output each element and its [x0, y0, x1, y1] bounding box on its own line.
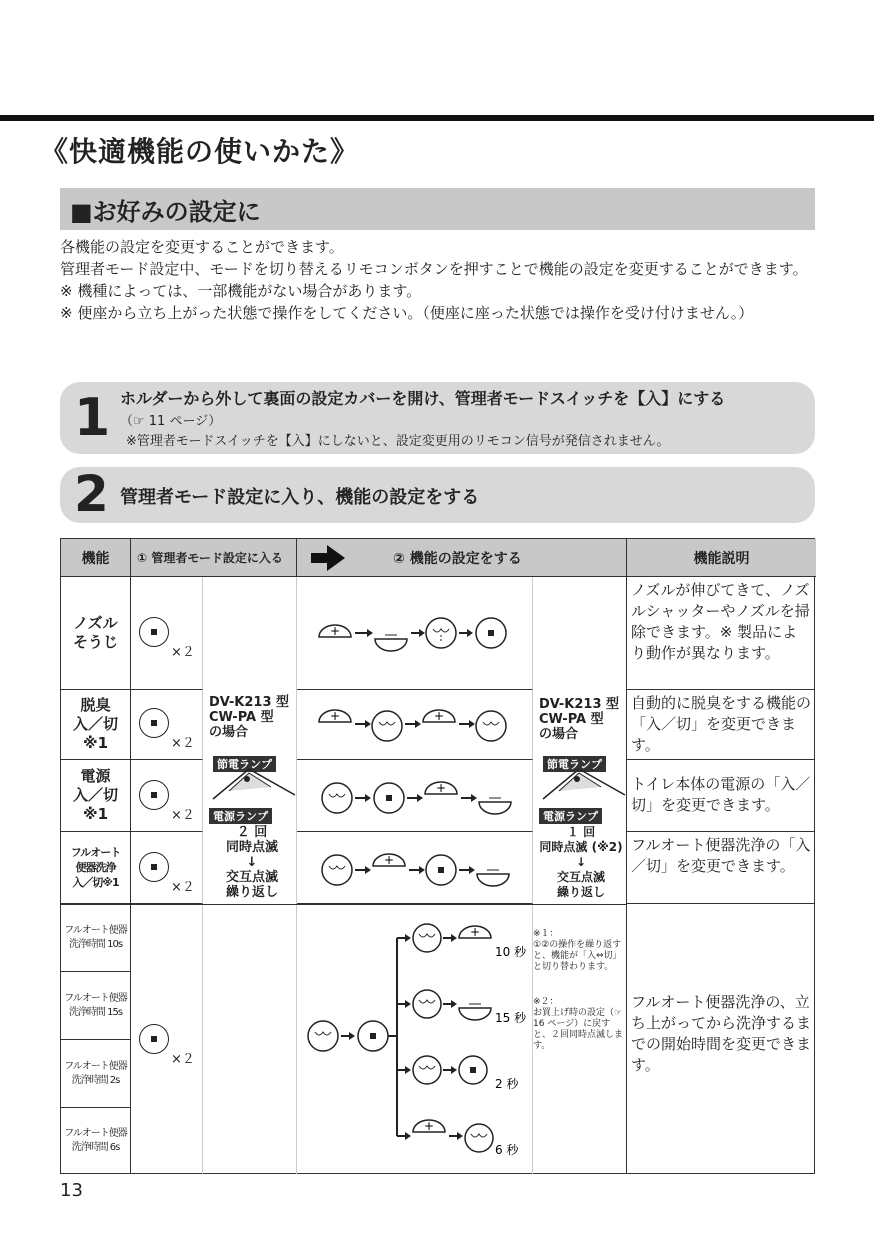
intro-line: 管理者モード設定中、モードを切り替えるリモコンボタンを押すことで機能の設定を変更することができます。 — [60, 260, 808, 278]
footnote-1: ※１： ①②の操作を繰り返すと、機能が「入⇔切」と切り替わります。 — [533, 929, 622, 972]
blink-pattern: １ 回 同時点滅 (※2) ↓ 交互点滅 繰り返し — [539, 825, 623, 899]
button-sequence-tree — [297, 904, 533, 1174]
time-label: 10 秒 — [495, 945, 527, 959]
step1-cell — [131, 760, 203, 832]
arrow-right-icon — [311, 545, 347, 571]
times-two: ×２ — [171, 808, 195, 823]
function-flush-10s — [61, 904, 131, 972]
button-sequence — [297, 577, 533, 690]
times-two: ×２ — [171, 645, 195, 660]
description-nozzle: ノズルが伸びてきて、ノズルシャッターやノズルを掃除できます。※ 製品により動作が異なります。 — [627, 577, 815, 690]
lamp-label-text: 電源ランプ — [539, 808, 602, 824]
function-name: 電源 入／切※1 — [72, 767, 118, 823]
lamp-label-text: 節電ランプ — [543, 756, 606, 772]
step-number: 2 — [74, 465, 109, 523]
stop-button-icon — [139, 780, 169, 810]
stop-button-icon — [139, 852, 169, 882]
function-deodorize — [61, 690, 131, 760]
function-flush-6s — [61, 1108, 131, 1174]
intro — [60, 236, 820, 324]
step-number: 1 — [74, 388, 111, 448]
header-step2 — [297, 539, 627, 577]
model-label: DV-K213 型 CW-PA 型 の場合 — [209, 695, 290, 740]
svg-text:+: + — [329, 624, 341, 638]
function-auto-flush — [61, 832, 131, 904]
description-power: トイレ本体の電源の「入／切」を変更できます。 — [627, 760, 815, 832]
svg-text:+: + — [423, 1119, 435, 1133]
step-note: ※管理者モードスイッチを【入】にしないと、設定変更用のリモコン信号が発信されません。 — [126, 434, 670, 449]
step-text: 管理者モード設定に入り、機能の設定をする — [120, 487, 480, 508]
function-flush-15s — [61, 972, 131, 1040]
button-sequence — [297, 690, 533, 760]
sequence-power — [297, 760, 533, 832]
right-lamp-column — [533, 577, 627, 1174]
lamp-label-text: 節電ランプ — [213, 756, 276, 772]
svg-text:+: + — [433, 709, 445, 723]
function-name: フルオート便器 洗浄時間 15s — [64, 992, 127, 1018]
svg-text:+: + — [383, 853, 395, 867]
blink-pattern: ２ 回 同時点滅 ↓ 交互点滅 繰り返し — [225, 825, 278, 900]
intro-line: 各機能の設定を変更することができます。 — [60, 238, 344, 256]
settings-table — [60, 538, 815, 1174]
sequence-flush-time — [297, 904, 533, 1174]
remote-lamp-icon — [209, 765, 299, 805]
time-label: 2 秒 — [495, 1077, 519, 1091]
lamp-label-text: 電源ランプ — [209, 808, 272, 824]
times-two: ×２ — [171, 736, 195, 751]
function-flush-2s — [61, 1040, 131, 1108]
intro-note: ※ 機種によっては、一部機能がない場合があります。 — [60, 282, 422, 300]
model-label: DV-K213 型 CW-PA 型 の場合 — [539, 697, 620, 742]
step-1-box — [60, 382, 815, 454]
button-sequence — [297, 760, 533, 832]
header-step2-label: ② 機能の設定をする — [393, 550, 522, 567]
function-nozzle — [61, 577, 131, 690]
function-name: 脱臭 入／切※1 — [72, 696, 118, 752]
function-name: フルオート 便器洗浄 入／切※1 — [70, 846, 121, 889]
times-two: ×２ — [171, 1052, 195, 1067]
step-text: ホルダーから外して裏面の設定カバーを開け、管理者モードスイッチを【入】にする — [120, 389, 726, 408]
function-name: フルオート便器 洗浄時間 10s — [64, 924, 127, 950]
function-name: フルオート便器 洗浄時間 6s — [64, 1127, 127, 1153]
times-two: ×２ — [171, 880, 195, 895]
section-heading: ■お好みの設定に — [60, 188, 815, 230]
row-divider — [61, 904, 627, 905]
time-label: 6 秒 — [495, 1143, 519, 1157]
header-step1: ① 管理者モード設定に入る — [131, 539, 297, 577]
svg-text:+: + — [469, 925, 481, 939]
stop-button-icon — [139, 708, 169, 738]
step1-cell — [131, 904, 203, 1174]
step1-cell — [131, 690, 203, 760]
lamp-label — [539, 805, 602, 824]
svg-text:+: + — [329, 709, 341, 723]
sequence-deodorize — [297, 690, 533, 760]
remote-lamp-icon — [539, 765, 629, 805]
function-name: ノズル そうじ — [72, 614, 118, 651]
top-rule — [0, 115, 874, 121]
page-reference: （☞ 11 ページ） — [120, 414, 222, 429]
lamp-label — [209, 805, 272, 824]
stop-button-icon — [139, 1024, 169, 1054]
description-deodorize: 自動的に脱臭をする機能の「入／切」を変更できます。 — [627, 690, 815, 760]
step1-cell — [131, 577, 203, 690]
sequence-nozzle — [297, 577, 533, 690]
header-function: 機能 — [61, 539, 131, 577]
intro-note: ※ 便座から立ち上がった状態で操作をしてください。（便座に座った状態では操作を受け付けません。） — [60, 304, 754, 322]
page-title: 《快適機能の使いかた》 — [40, 135, 360, 168]
step-2-box — [60, 467, 815, 523]
description-flush-time: フルオート便器洗浄の、立ち上がってから洗浄するまでの開始時間を変更できます。 — [631, 993, 812, 1074]
svg-text:+: + — [435, 781, 447, 795]
time-label: 15 秒 — [495, 1011, 527, 1025]
header-description: 機能説明 — [627, 539, 816, 577]
function-power — [61, 760, 131, 832]
page-number: 13 — [60, 1180, 83, 1201]
description-auto-flush: フルオート便器洗浄の「入／切」を変更できます。 — [627, 832, 815, 904]
footnote-2: ※２： お買上げ時の設定（☞ 16 ページ）に戻すと、２回同時点滅します。 — [533, 997, 624, 1051]
function-name: フルオート便器 洗浄時間 2s — [64, 1060, 127, 1086]
button-sequence — [297, 832, 533, 904]
stop-button-icon — [139, 617, 169, 647]
sequence-auto-flush — [297, 832, 533, 904]
step1-cell — [131, 832, 203, 904]
left-lamp-column — [203, 577, 297, 1174]
